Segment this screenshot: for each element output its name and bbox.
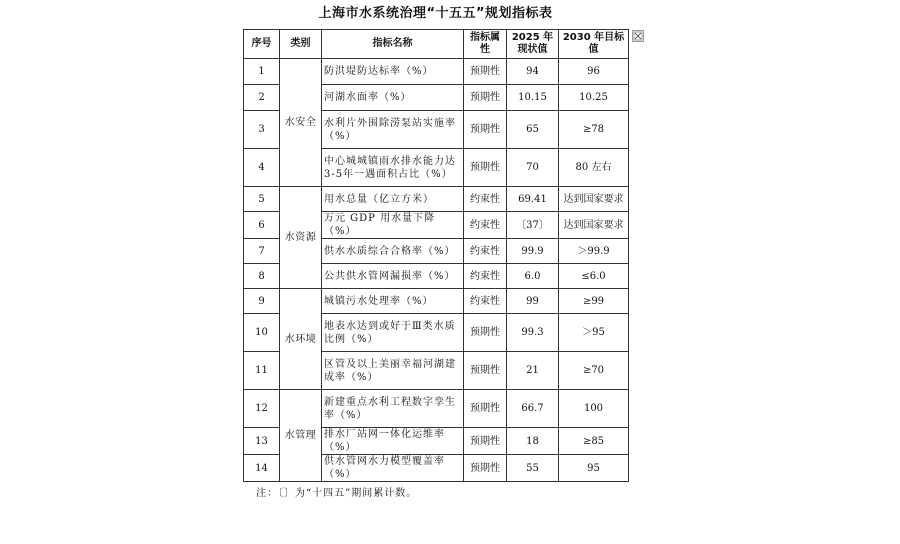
table-row — [244, 59, 629, 85]
table-header-row — [244, 30, 629, 59]
cell-seq: 5 — [244, 187, 280, 212]
cell-name: 地表水达到或好于Ⅲ类水质比例（%） — [322, 314, 464, 352]
category-water-management: 水管理 — [280, 390, 322, 482]
cell-target-2030: ≥78 — [559, 111, 629, 149]
cell-name: 供水水质综合合格率（%） — [322, 239, 464, 264]
cell-seq: 2 — [244, 85, 280, 111]
cell-target-2030: 96 — [559, 59, 629, 85]
image-toggle-icon[interactable] — [632, 30, 644, 42]
cell-seq: 6 — [244, 212, 280, 239]
cell-attribute: 预期性 — [464, 314, 507, 352]
cell-target-2030: 100 — [559, 390, 629, 428]
category-water-environment: 水环境 — [280, 289, 322, 390]
cell-attribute: 预期性 — [464, 352, 507, 390]
indicator-table — [243, 29, 629, 482]
cell-name: 万元 GDP 用水量下降（%） — [322, 212, 464, 239]
category-water-resources: 水资源 — [280, 187, 322, 289]
cell-attribute: 约束性 — [464, 239, 507, 264]
cell-status-2025: 99.3 — [507, 314, 559, 352]
header-target-2030: 2030 年目标值 — [559, 30, 629, 59]
cell-target-2030: 80 左右 — [559, 149, 629, 187]
cell-target-2030: ＞99.9 — [559, 239, 629, 264]
cell-attribute: 预期性 — [464, 59, 507, 85]
cell-attribute: 约束性 — [464, 264, 507, 289]
cell-status-2025: 94 — [507, 59, 559, 85]
cell-seq: 1 — [244, 59, 280, 85]
cell-target-2030: ≥70 — [559, 352, 629, 390]
cell-target-2030: 达到国家要求 — [559, 187, 629, 212]
cell-name: 新建重点水利工程数字孪生率（%） — [322, 390, 464, 428]
cell-status-2025: 21 — [507, 352, 559, 390]
cell-status-2025: 66.7 — [507, 390, 559, 428]
cell-seq: 3 — [244, 111, 280, 149]
category-water-safety: 水安全 — [280, 59, 322, 187]
cell-attribute: 预期性 — [464, 390, 507, 428]
cell-status-2025: 55 — [507, 455, 559, 482]
cell-attribute: 约束性 — [464, 212, 507, 239]
cell-name: 公共供水管网漏损率（%） — [322, 264, 464, 289]
cell-name: 中心城城镇雨水排水能力达3-5年一遇面积占比（%） — [322, 149, 464, 187]
cell-attribute: 约束性 — [464, 289, 507, 314]
cell-target-2030: ≤6.0 — [559, 264, 629, 289]
cell-seq: 13 — [244, 428, 280, 455]
cell-name: 用水总量（亿立方米） — [322, 187, 464, 212]
cell-status-2025: 69.41 — [507, 187, 559, 212]
cell-seq: 7 — [244, 239, 280, 264]
cell-seq: 8 — [244, 264, 280, 289]
cell-name: 排水厂站网一体化运维率（%） — [322, 428, 464, 455]
cell-attribute: 预期性 — [464, 428, 507, 455]
table-footnote: 注：〔〕为“十四五”期间累计数。 — [256, 488, 418, 499]
cell-status-2025: 6.0 — [507, 264, 559, 289]
table-row — [244, 187, 629, 212]
cell-attribute: 约束性 — [464, 187, 507, 212]
cell-seq: 12 — [244, 390, 280, 428]
cell-status-2025: 70 — [507, 149, 559, 187]
cell-target-2030: 达到国家要求 — [559, 212, 629, 239]
cell-name: 供水管网水力模型覆盖率（%） — [322, 455, 464, 482]
cell-status-2025: 10.15 — [507, 85, 559, 111]
cell-status-2025: 18 — [507, 428, 559, 455]
header-attribute: 指标属性 — [464, 30, 507, 59]
cell-attribute: 预期性 — [464, 455, 507, 482]
cell-target-2030: 95 — [559, 455, 629, 482]
cell-target-2030: ≥85 — [559, 428, 629, 455]
cell-seq: 9 — [244, 289, 280, 314]
table-row — [244, 289, 629, 314]
page-title: 上海市水系统治理“十五五”规划指标表 — [318, 6, 553, 21]
cell-name: 城镇污水处理率（%） — [322, 289, 464, 314]
table-row — [244, 390, 629, 428]
cell-name: 河湖水面率（%） — [322, 85, 464, 111]
cell-status-2025: 65 — [507, 111, 559, 149]
cell-seq: 11 — [244, 352, 280, 390]
cell-seq: 14 — [244, 455, 280, 482]
cell-name: 防洪堤防达标率（%） — [322, 59, 464, 85]
header-name: 指标名称 — [322, 30, 464, 59]
cell-target-2030: ＞95 — [559, 314, 629, 352]
cell-target-2030: ≥99 — [559, 289, 629, 314]
header-category: 类别 — [280, 30, 322, 59]
cell-seq: 10 — [244, 314, 280, 352]
cell-target-2030: 10.25 — [559, 85, 629, 111]
cell-name: 水利片外围除涝泵站实施率（%） — [322, 111, 464, 149]
cell-attribute: 预期性 — [464, 149, 507, 187]
cell-status-2025: 99 — [507, 289, 559, 314]
header-status-2025: 2025 年现状值 — [507, 30, 559, 59]
header-seq: 序号 — [244, 30, 280, 59]
cell-attribute: 预期性 — [464, 111, 507, 149]
cell-status-2025: 〔37〕 — [507, 212, 559, 239]
cell-attribute: 预期性 — [464, 85, 507, 111]
cell-status-2025: 99.9 — [507, 239, 559, 264]
cell-seq: 4 — [244, 149, 280, 187]
cell-name: 区管及以上美丽幸福河湖建成率（%） — [322, 352, 464, 390]
